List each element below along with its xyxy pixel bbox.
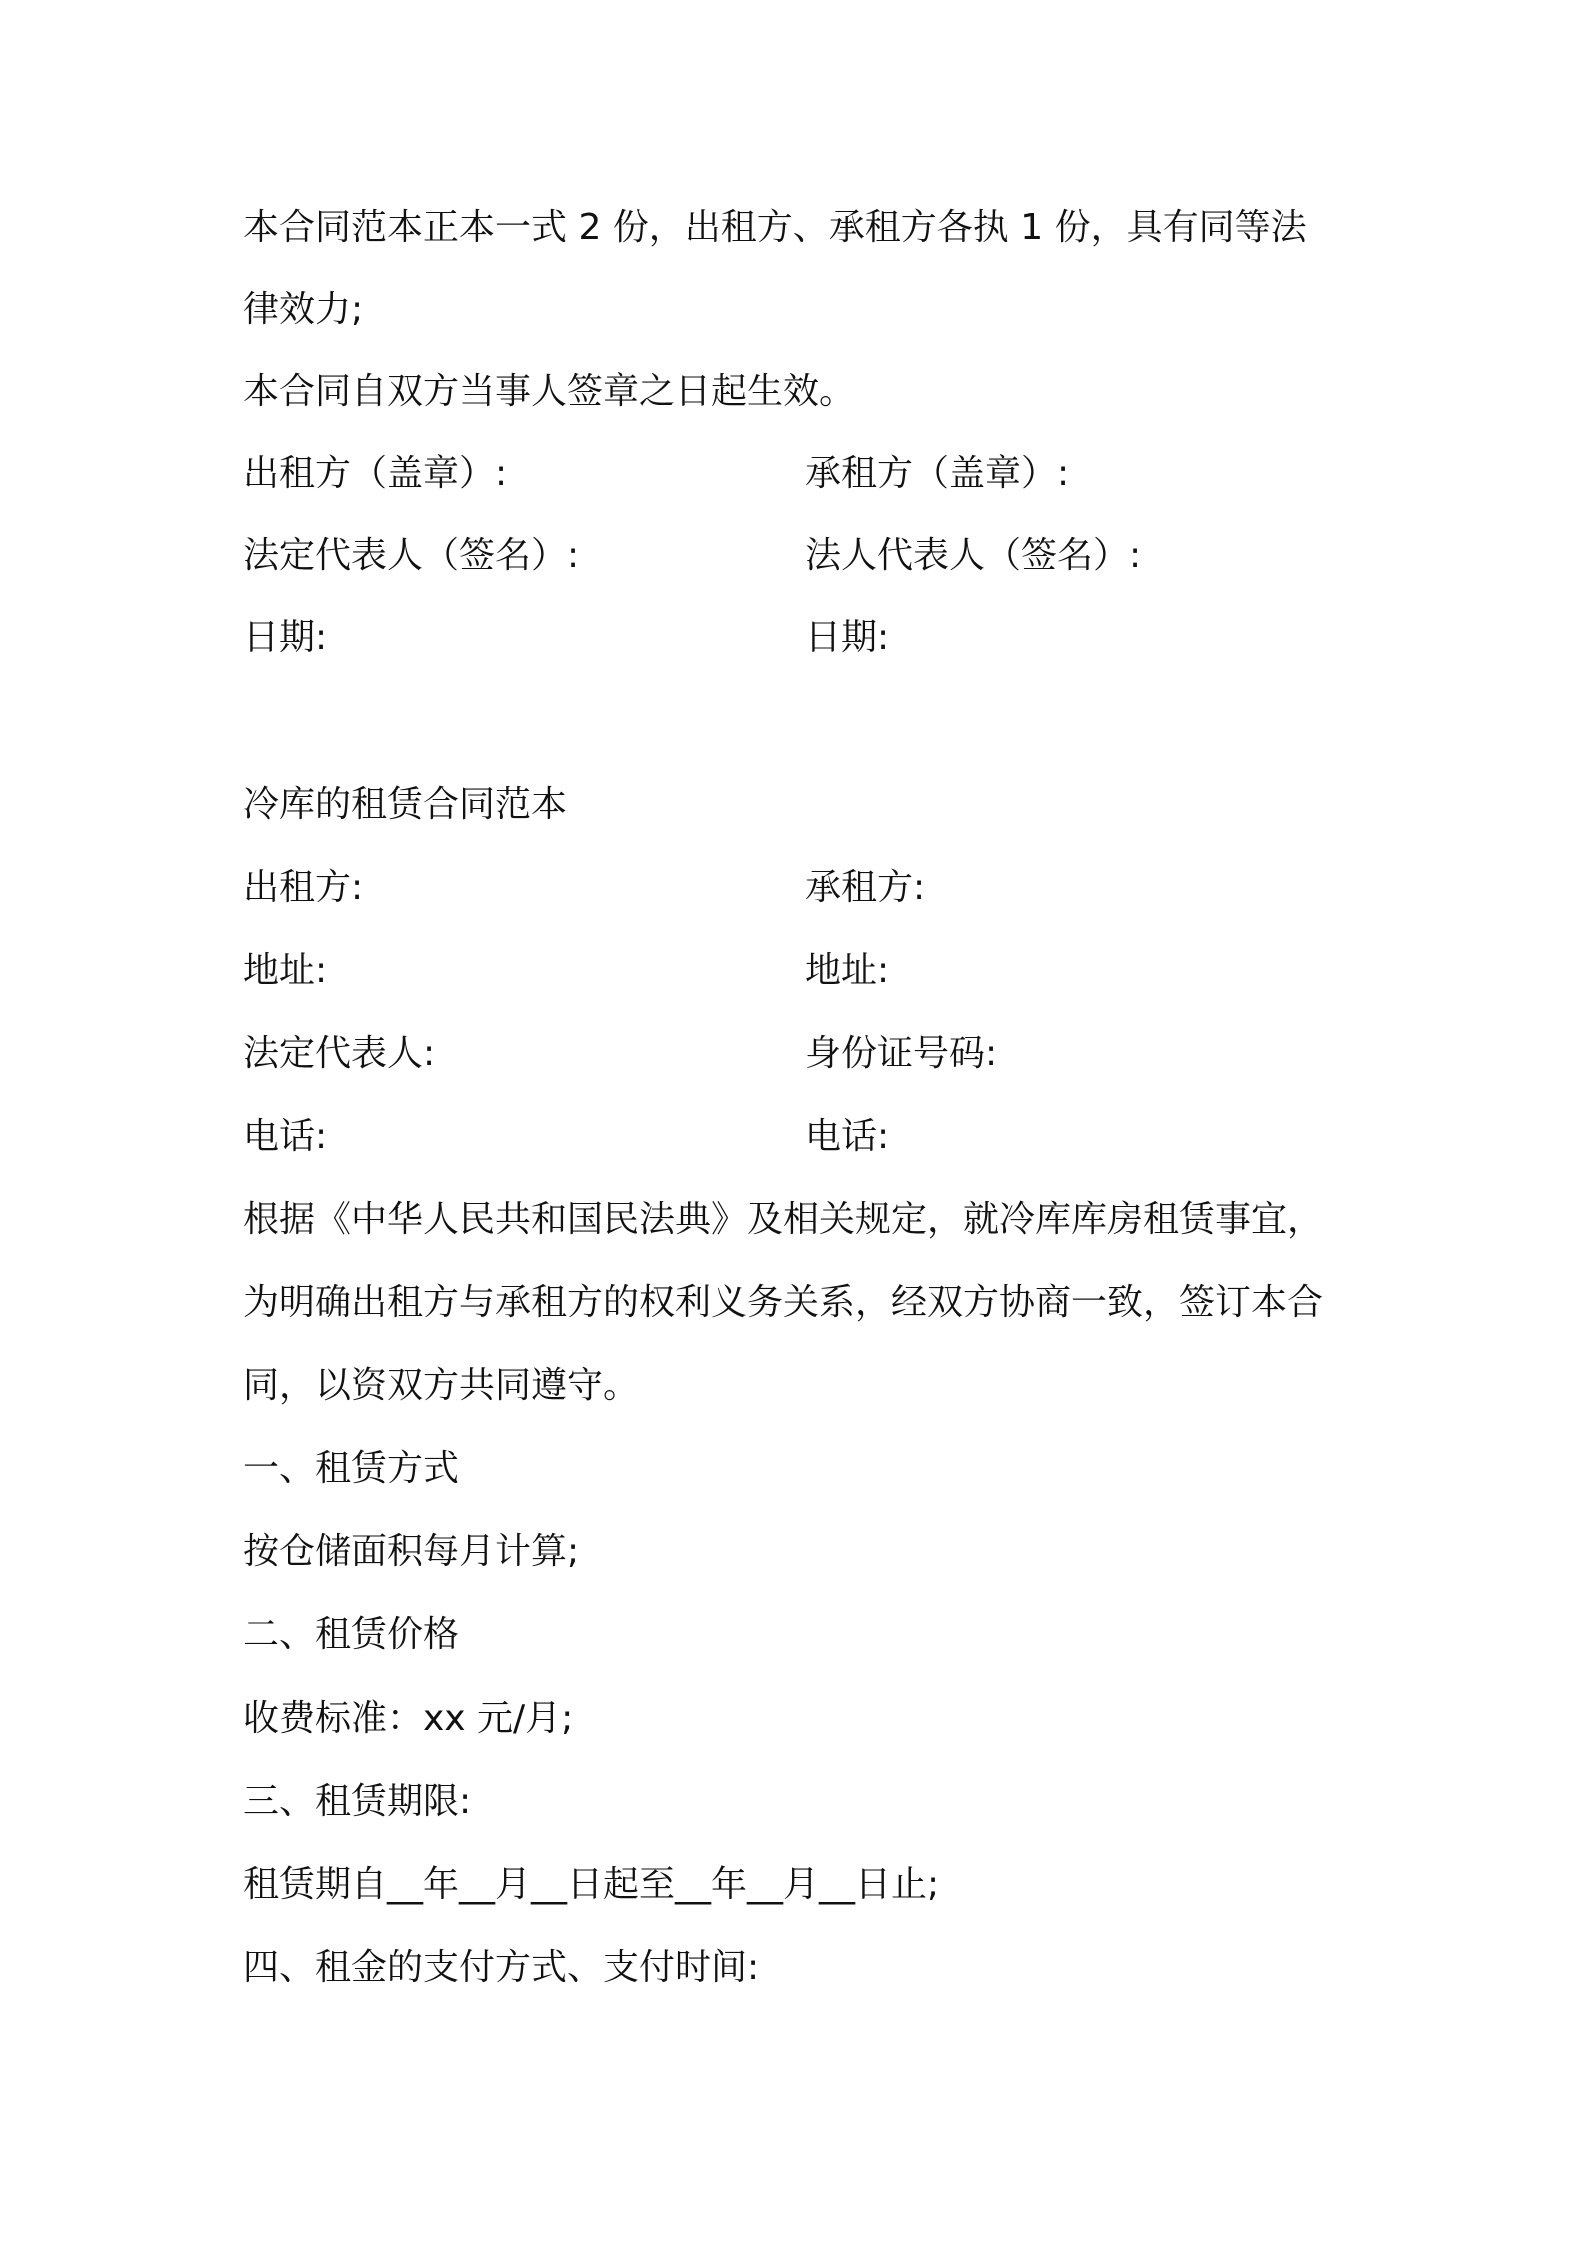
section-heading-payment: 四、租金的支付方式、支付时间:: [243, 1947, 760, 1988]
lessor-date-label: 日期:: [243, 617, 328, 658]
contract-title: 冷库的租赁合同范本: [243, 784, 568, 825]
preamble-line-2: 为明确出租方与承租方的权利义务关系，经双方协商一致，签订本合: [243, 1282, 1324, 1323]
lessee-phone-label: 电话:: [805, 1116, 890, 1157]
effective-date-paragraph: 本合同自双方当事人签章之日起生效。: [243, 371, 856, 412]
preamble-line-1: 根据《中华人民共和国民法典》及相关规定，就冷库库房租赁事宜，: [243, 1199, 1324, 1240]
signature-row-date: [243, 613, 1363, 663]
section-body-lease-method: 按仓储面积每月计算;: [243, 1531, 580, 1572]
section-heading-lease-method: 一、租赁方式: [243, 1448, 460, 1489]
preamble-line-3: 同，以资双方共同遵守。: [243, 1365, 640, 1406]
lessee-address-label: 地址:: [805, 950, 890, 991]
lessor-legal-rep-label: 法定代表人:: [243, 1033, 436, 1074]
party-row-representative: [243, 1029, 1363, 1079]
section-heading-lease-term: 三、租赁期限:: [243, 1781, 472, 1822]
party-row-name: [243, 863, 1363, 913]
signature-row-seal: [243, 449, 1363, 499]
lessee-id-number-label: 身份证号码:: [805, 1033, 998, 1074]
lessee-representative-label: 法人代表人（签名）:: [805, 535, 1142, 576]
signature-row-representative: [243, 531, 1363, 581]
section-body-lease-term: 租赁期自__年__月__日起至__年__月__日止;: [243, 1864, 940, 1905]
lessor-phone-label: 电话:: [243, 1116, 328, 1157]
lessee-seal-label: 承租方（盖章）:: [805, 453, 1070, 494]
lessor-seal-label: 出租方（盖章）:: [243, 453, 508, 494]
effect-paragraph-line-2: 律效力;: [243, 289, 364, 330]
lessor-name-label: 出租方:: [243, 867, 364, 908]
section-body-lease-price: 收费标准：xx 元/月;: [243, 1698, 574, 1739]
lessee-date-label: 日期:: [805, 617, 890, 658]
lessee-name-label: 承租方:: [805, 867, 926, 908]
effect-paragraph-line-1: 本合同范本正本一式 2 份，出租方、承租方各执 1 份，具有同等法: [243, 207, 1307, 248]
party-row-phone: [243, 1112, 1363, 1162]
section-heading-lease-price: 二、租赁价格: [243, 1614, 460, 1655]
lessor-address-label: 地址:: [243, 950, 328, 991]
lessor-representative-label: 法定代表人（签名）:: [243, 535, 580, 576]
party-row-address: [243, 946, 1363, 996]
